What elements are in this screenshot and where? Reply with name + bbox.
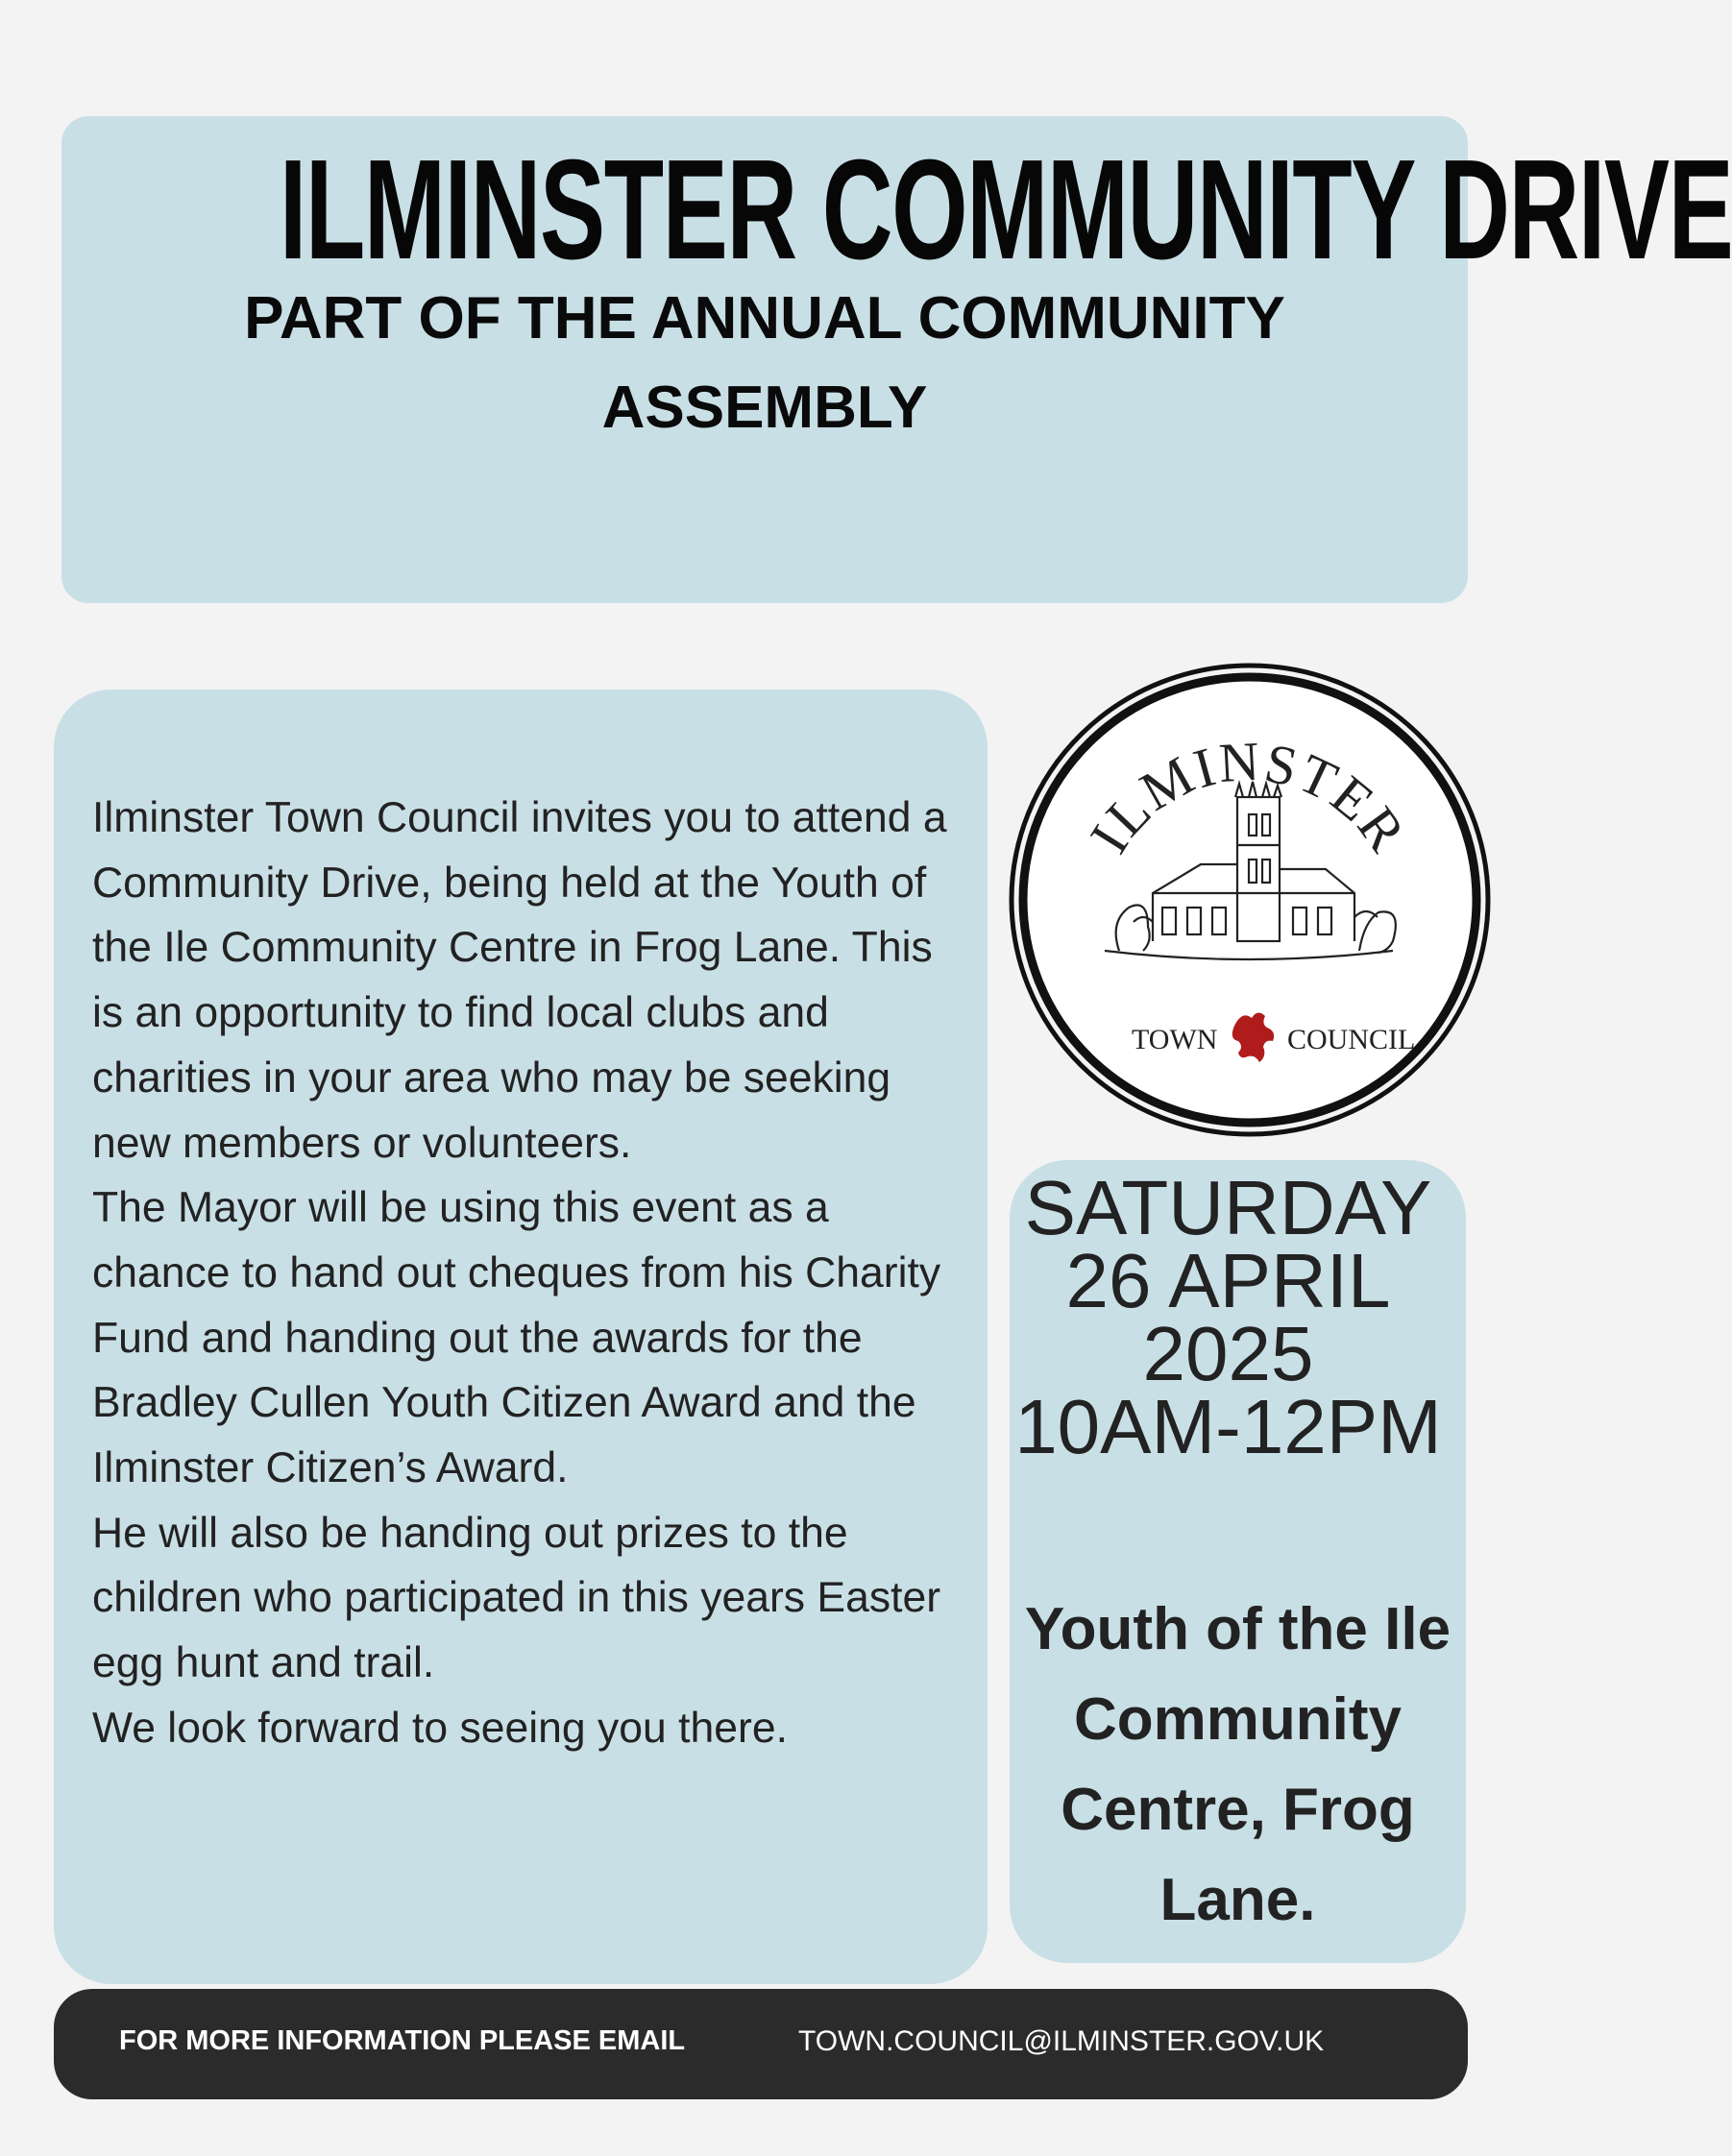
event-datetime xyxy=(990,1165,1466,1469)
page-subtitle: PART OF THE ANNUAL COMMUNITY ASSEMBLY xyxy=(244,285,1285,441)
footer-label: FOR MORE INFORMATION PLEASE EMAIL xyxy=(119,2025,686,2056)
header-panel xyxy=(61,116,1732,603)
council-logo xyxy=(1009,663,1491,1137)
seal-right-text: COUNCIL xyxy=(1287,1024,1416,1055)
footer-bar xyxy=(54,1989,1468,2099)
seal-top-text: ILMINSTER xyxy=(1077,729,1420,864)
paragraph-closing: We look forward to seeing you there. xyxy=(92,1704,788,1752)
description-panel xyxy=(54,690,988,1984)
paragraph-prizes: He will also be handing out prizes to the children who participated in this years Easter egg hunt and trail. xyxy=(92,1509,941,1687)
seal-left-text: TOWN xyxy=(1132,1024,1218,1055)
event-date: 26 APRIL xyxy=(1065,1238,1391,1323)
page-title: ILMINSTER COMMUNITY DRIVE xyxy=(279,131,1732,289)
event-details-panel xyxy=(1010,1160,1466,1963)
paragraph-invitation: Ilminster Town Council invites you to attend a Community Drive, being held at the Youth of the Ile Community Centre in Frog Lane. This is an opportunity to find local clubs and charities in your area who may be seeking new members or volunteers. xyxy=(92,794,947,1167)
council-seal xyxy=(1009,663,1491,1137)
event-year: 2025 xyxy=(1142,1311,1314,1396)
event-time: 10AM-12PM xyxy=(1014,1384,1442,1469)
contact-email-link[interactable]: TOWN.COUNCIL@ILMINSTER.GOV.UK xyxy=(798,2025,1325,2057)
event-venue: Youth of the Ile Community Centre, Frog Lane. xyxy=(1024,1596,1451,1933)
paragraph-mayor: The Mayor will be using this event as a chance to hand out cheques from his Charity Fund and handing out the awards for the Bradley Cullen Youth Citizen Award and the Ilminster Citizen’s Award. xyxy=(92,1184,941,1492)
description-text xyxy=(92,786,949,1761)
event-day: SATURDAY xyxy=(1024,1165,1432,1250)
